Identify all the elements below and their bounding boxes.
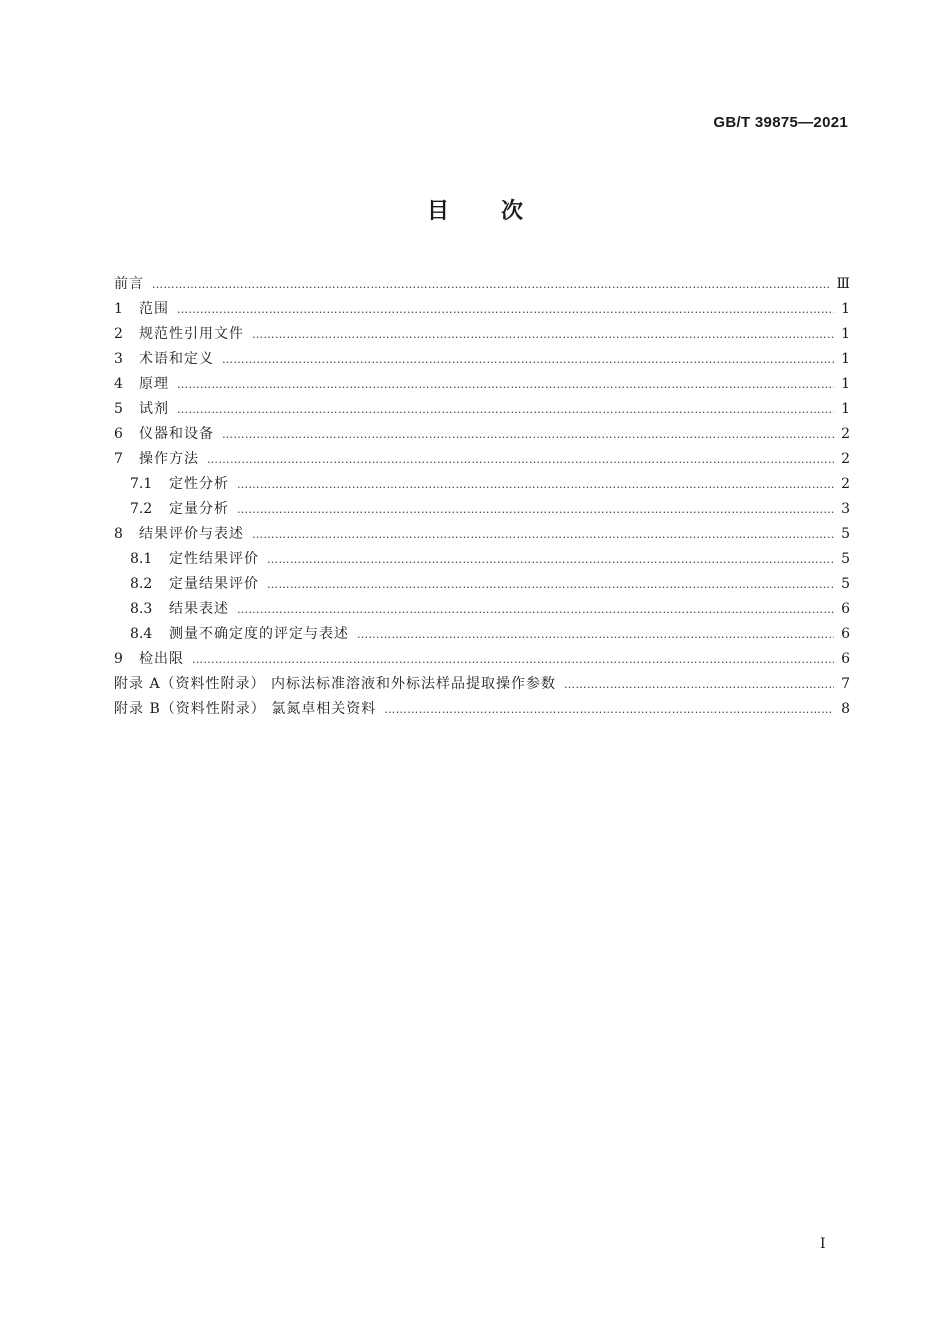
toc-entry-label: 操作方法 bbox=[139, 451, 199, 467]
toc-entry-page: Ⅲ bbox=[836, 276, 850, 292]
toc-entry-label: 仪器和设备 bbox=[139, 426, 214, 442]
toc-entry-label: 定量分析 bbox=[169, 501, 229, 517]
toc-leader-dots bbox=[222, 347, 834, 372]
toc-entry-page: 5 bbox=[841, 576, 850, 592]
toc-entry[interactable] bbox=[114, 397, 850, 422]
toc-entry-label: 范围 bbox=[139, 301, 169, 317]
toc-entry-label: 前言 bbox=[114, 276, 144, 292]
toc-entry[interactable] bbox=[114, 697, 850, 722]
toc-entry-label: 附录 A（资料性附录） 内标法标准溶液和外标法样品提取操作参数 bbox=[114, 676, 557, 692]
toc-entry-label: 原理 bbox=[139, 376, 169, 392]
toc-entry[interactable] bbox=[114, 297, 850, 322]
toc-entry-page: 1 bbox=[841, 401, 850, 417]
toc-entry-page: 1 bbox=[841, 326, 850, 342]
toc-entry-label: 规范性引用文件 bbox=[139, 326, 244, 342]
toc-entry-page: 2 bbox=[841, 426, 850, 442]
toc-entry[interactable] bbox=[114, 372, 850, 397]
toc-entry-number: 6 bbox=[114, 426, 123, 442]
toc-entry-number: 7 bbox=[114, 451, 123, 467]
toc-entry-label: 结果评价与表述 bbox=[139, 526, 244, 542]
toc-entry-label: 定性结果评价 bbox=[169, 551, 259, 567]
toc-entry-label: 术语和定义 bbox=[139, 351, 214, 367]
toc-entry-label: 测量不确定度的评定与表述 bbox=[169, 626, 349, 642]
toc-entry-label: 检出限 bbox=[139, 651, 184, 667]
toc-title: 目次 bbox=[426, 199, 575, 224]
toc-entry[interactable] bbox=[114, 647, 850, 672]
toc-entry-label: 试剂 bbox=[139, 401, 169, 417]
toc-entry-number: 8.1 bbox=[130, 551, 153, 567]
toc-entry-number: 8.2 bbox=[130, 576, 153, 592]
toc-leader-dots bbox=[177, 372, 834, 397]
toc-leader-dots bbox=[237, 497, 834, 522]
toc-leader-dots bbox=[237, 597, 834, 622]
toc-entry-number: 8.3 bbox=[130, 601, 153, 617]
toc-entry-page: 1 bbox=[841, 301, 850, 317]
toc-entry-number: 9 bbox=[114, 651, 123, 667]
toc-entry[interactable] bbox=[114, 547, 850, 572]
toc-leader-dots bbox=[152, 272, 830, 297]
toc-entry-label: 定量结果评价 bbox=[169, 576, 259, 592]
toc-leader-dots bbox=[564, 672, 834, 697]
table-of-contents bbox=[114, 272, 850, 722]
toc-entry-number: 5 bbox=[114, 401, 123, 417]
toc-entry[interactable] bbox=[114, 347, 850, 372]
toc-entry-label: 结果表述 bbox=[169, 601, 229, 617]
toc-entry-number: 3 bbox=[114, 351, 123, 367]
toc-entry-label: 定性分析 bbox=[169, 476, 229, 492]
toc-entry-page: 1 bbox=[841, 351, 850, 367]
toc-entry-page: 3 bbox=[841, 501, 850, 517]
toc-entry[interactable] bbox=[114, 422, 850, 447]
toc-entry[interactable] bbox=[114, 447, 850, 472]
toc-entry-page: 6 bbox=[841, 626, 850, 642]
toc-entry-label: 附录 B（资料性附录） 氯氮卓相关资料 bbox=[114, 701, 377, 717]
toc-entry-number: 7.1 bbox=[130, 476, 153, 492]
toc-entry-page: 5 bbox=[841, 526, 850, 542]
toc-entry-page: 6 bbox=[841, 651, 850, 667]
toc-entry[interactable] bbox=[114, 672, 850, 697]
toc-leader-dots bbox=[192, 647, 834, 672]
toc-entry-page: 5 bbox=[841, 551, 850, 567]
toc-leader-dots bbox=[357, 622, 834, 647]
toc-entry[interactable] bbox=[114, 497, 850, 522]
toc-leader-dots bbox=[177, 397, 834, 422]
toc-leader-dots bbox=[267, 547, 834, 572]
toc-leader-dots bbox=[207, 447, 834, 472]
toc-entry[interactable] bbox=[114, 522, 850, 547]
toc-entry-number: 8.4 bbox=[130, 626, 153, 642]
toc-entry-page: 8 bbox=[841, 701, 850, 717]
toc-entry-page: 2 bbox=[841, 476, 850, 492]
standard-number: GB/T 39875—2021 bbox=[713, 114, 848, 131]
toc-entry-number: 8 bbox=[114, 526, 123, 542]
toc-entry-number: 4 bbox=[114, 376, 123, 392]
toc-entry-number: 7.2 bbox=[130, 501, 153, 517]
toc-entry-page: 2 bbox=[841, 451, 850, 467]
toc-entry-page: 6 bbox=[841, 601, 850, 617]
toc-entry-page: 7 bbox=[841, 676, 850, 692]
toc-entry[interactable] bbox=[114, 597, 850, 622]
toc-leader-dots bbox=[252, 522, 834, 547]
page-number: I bbox=[820, 1236, 826, 1252]
toc-entry[interactable] bbox=[114, 322, 850, 347]
toc-entry-page: 1 bbox=[841, 376, 850, 392]
toc-entry[interactable] bbox=[114, 272, 850, 297]
toc-entry[interactable] bbox=[114, 622, 850, 647]
toc-leader-dots bbox=[252, 322, 834, 347]
toc-entry-number: 1 bbox=[114, 301, 123, 317]
toc-leader-dots bbox=[222, 422, 834, 447]
toc-leader-dots bbox=[177, 297, 834, 322]
toc-entry-number: 2 bbox=[114, 326, 123, 342]
toc-entry[interactable] bbox=[114, 472, 850, 497]
toc-leader-dots bbox=[384, 697, 834, 722]
toc-leader-dots bbox=[267, 572, 834, 597]
toc-entry[interactable] bbox=[114, 572, 850, 597]
toc-leader-dots bbox=[237, 472, 834, 497]
